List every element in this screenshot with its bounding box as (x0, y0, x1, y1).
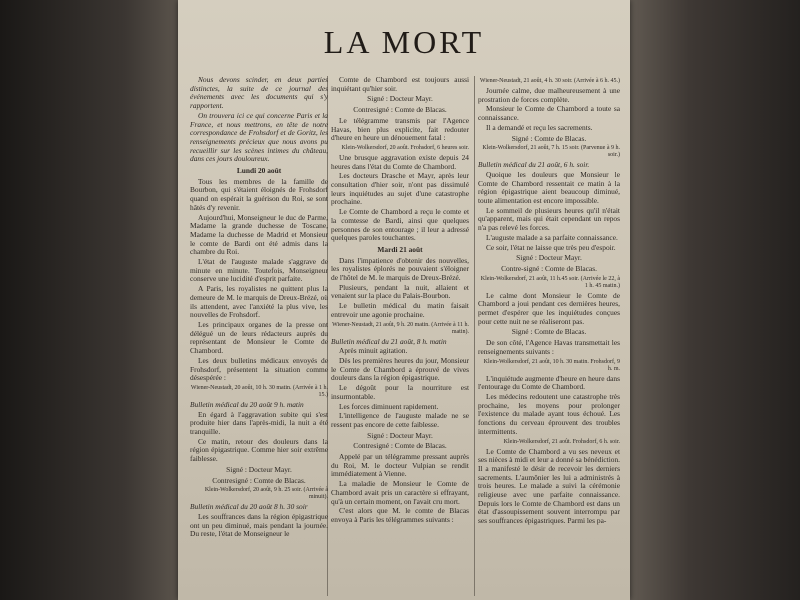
paragraph: Le calme dont Monsieur le Comte de Chambord a joui pendant ces dernières heures, permet d'espérer que les inquiétudes conçues pour cette nuit ne se réaliseront pas. (478, 290, 620, 326)
dateline: Wiener-Neustadt, 20 août, 10 h. 30 matin. (Arrivée à 1 h. 15.) (190, 384, 328, 398)
paragraph: En égard à l'aggravation subite qui s'est produite hier dans l'après-midi, la nuit a été tranquille. (190, 409, 328, 437)
paragraph: Nous devons scinder, en deux parties distinctes, la suite de ce journal des événements avec les documents qui s'y rapportent. (190, 76, 328, 111)
dateline: Klein-Wolkersdorf, 21 août, 7 h. 15 soir. (Parvenue à 9 h. soir.) (482, 145, 620, 159)
signature-line: Signé : Docteur Mayr. (367, 430, 433, 440)
section-heading: Lundi 20 août (236, 166, 282, 176)
paragraph: La maladie de Monsieur le Comte de Chambord avait pris un caractère si effrayant, qu'à un certain moment, on l'avait cru mort. (331, 479, 469, 506)
paragraph: Bulletin médical du 21 août, 8 h. matin (331, 336, 447, 346)
paragraph: Ce matin, retour des douleurs dans la région épigastrique. Comme hier soir extrême faiblesse. (190, 436, 328, 464)
book-spine-shadow (0, 0, 178, 600)
section-heading: Mardi 21 août (377, 244, 423, 254)
paragraph: Les médecins redoutent une catastrophe très prochaine, les moyens pour prolonger l'existence du malade ayant tous échoué. Les fonctions du cerveau éprouvent des troubles intermittents. (478, 391, 620, 436)
paragraph: Les principaux organes de la presse ont délégué un de leurs rédacteurs auprès du représentant de Monsieur le Comte de Chambord. (190, 319, 328, 356)
dateline: Klein-Wolkersdorf, 21 août, 10 h. 30 matin. Frohsdorf, 9 h. m. (483, 358, 620, 372)
paragraph: Quoique les douleurs que Monsieur le Comte de Chambord ressentait ce matin à la région épigastrique aient beaucoup diminué, toute alimentation est encore impossible. (478, 169, 620, 206)
signature-line: Signé : Comte de Blacas. (511, 327, 587, 337)
paragraph: Tous les membres de la famille de Bourbon, qui s'étaient éloignés de Frohsdorf quand on espérait la guérison du Roi, se sont hâtés d'y revenir. (190, 176, 328, 212)
signature-line: Contresigné : Comte de Blacas. (212, 475, 306, 485)
column-divider (474, 76, 475, 596)
paragraph: Dès les premières heures du jour, Monsieur le Comte de Chambord a éprouvé de vives douleurs dans la région épigastrique. (331, 355, 469, 383)
signature-line: Signé : Docteur Mayr. (367, 94, 433, 104)
paragraph: Le Comte de Chambord a reçu le comte et la comtesse de Bardi, ainsi que quelques personnes de son entourage ; il leur a adressé quelques paroles touchantes. (331, 207, 469, 243)
text-column-2 (331, 76, 469, 596)
dateline: Klein-Wolkersdorf, 20 août. Frohsdorf, 6 heures soir. (341, 144, 469, 151)
paragraph: Après minuit agitation. (339, 346, 408, 356)
signature-line: Contre-signé : Comte de Blacas. (501, 263, 597, 273)
paragraph: L'intelligence de l'auguste malade ne se ressent pas encore de cette faiblesse. (331, 411, 469, 429)
paragraph: Aujourd'hui, Monseigneur le duc de Parme, Madame la grande duchesse de Toscane, Madame la duchesse de Madrid et Monsieur le comte de Bardi ont été admis dans la chambre du Roi. (190, 212, 328, 257)
paragraph: Le dégoût pour la nourriture est insurmontable. (331, 383, 469, 401)
paragraph: A Paris, les royalistes ne quittent plus la demeure de M. le marquis de Dreux-Brézé, où ils attendent, avec l'anxiété la plus vive, les nouvelles de Frohsdorf. (190, 284, 328, 320)
dateline: Klein-Wolkersdorf, 21 août, 11 h.45 soir. (Arrivée le 22, à 1 h. 45 matin.) (480, 275, 620, 289)
signature-line: Signé : Comte de Blacas. (511, 133, 587, 143)
text-column-3 (478, 76, 620, 596)
paragraph: Bulletin médical du 20 août 8 h. 30 soir (190, 502, 308, 512)
paragraph: Le bulletin médical du matin faisait entrevoir une agonie prochaine. (331, 301, 469, 319)
paragraph: Monsieur le Comte de Chambord a toute sa connaissance. (478, 104, 620, 123)
paragraph: Comte de Chambord est toujours aussi inquiétant qu'hier soir. (331, 76, 469, 93)
book-edge-shadow (630, 0, 800, 600)
paragraph: Les deux bulletins médicaux envoyés de Frohsdorf, présentent la situation comme désespérée : (190, 355, 328, 383)
dateline: Wiener-Neustadt, 21 août, 9 h. 20 matin. (Arrivée à 11 h. matin). (332, 321, 469, 335)
paragraph: Ce soir, l'état ne laisse que très peu d'espoir. (486, 242, 616, 252)
signature-line: Contresigné : Comte de Blacas. (353, 441, 447, 451)
signature-line: Signé : Docteur Mayr. (516, 253, 582, 263)
paragraph: Le Comte de Chambord a vu ses neveux et ses nièces à midi et leur a donné sa bénédiction. Il a manifesté le désir de recevoir les derniers sacrements. L'aumônier les lui a administrés à trois heures. Le malade a suivi la cérémonie religieuse avec une parfaite connaissance. Depuis lors le Comte de Chambord est dans un état d'assoupissement souvent interrompu par ses souffrances épigastriques. Parmi les pa- (478, 446, 620, 526)
paragraph: Il a demandé et reçu les sacrements. (486, 122, 593, 132)
paragraph: L'auguste malade a sa parfaite connaissance. (486, 232, 618, 242)
paragraph: Les forces diminuent rapidement. (339, 401, 439, 411)
paragraph: Une brusque aggravation existe depuis 24 heures dans l'état du Comte de Chambord. (331, 152, 469, 171)
paragraph: Les docteurs Drasche et Mayr, après leur consultation d'hier soir, n'ont pas dissimulé leurs inquiétudes au sujet d'une catastrophe prochaine. (331, 171, 469, 207)
paragraph: L'état de l'auguste malade s'aggrave de minute en minute. Toutefois, Monseigneur conserve une lucidité d'esprit parfaite. (190, 257, 328, 284)
paragraph: L'inquiétude augmente d'heure en heure dans l'entourage du Comte de Chambord. (478, 373, 620, 392)
paragraph: On trouvera ici ce qui concerne Paris et la France, et nous mettrons, en tête de notre correspondance de Frohsdorf et de Goritz, les renseignements précieux que nous avons pu recueillir sur les scènes intimes du château, dans ces jours douloureux. (190, 110, 328, 164)
text-column-1 (190, 76, 328, 596)
paragraph: Bulletin médical du 20 août 9 h. matin (190, 399, 304, 409)
signature-line: Contresigné : Comte de Blacas. (353, 105, 447, 115)
newspaper-page (178, 0, 630, 600)
paragraph: Appelé par un télégramme pressant auprès du Roi, M. le docteur Vulpian se rendit immédiatement à Vienne. (331, 452, 469, 479)
paragraph: Dans l'impatience d'obtenir des nouvelles, les royalistes éplorés ne pouvaient s'éloigner de l'hôtel de M. le marquis de Dreux-Brézé. (331, 255, 469, 283)
paragraph: De son côté, l'Agence Havas transmettait les renseignements suivants : (478, 338, 620, 356)
paragraph: Plusieurs, pendant la nuit, allaient et venaient sur la place du Palais-Bourbon. (331, 282, 469, 301)
paragraph: Journée calme, due malheureusement à une prostration de forces complète. (478, 86, 620, 104)
signature-line: Signé : Docteur Mayr. (226, 464, 292, 474)
paragraph: Bulletin médical du 21 août, 6 h. soir. (478, 160, 590, 170)
paragraph: Le sommeil de plusieurs heures qu'il n'était qu'apparent, mais qui était cependant un repos n'a pas relevé les forces. (478, 205, 620, 233)
dateline: Wiener-Neustadt, 21 août, 4 h. 30 soir. (Arrivée à 6 h. 45.) (479, 78, 620, 84)
page-title: LA MORT (323, 24, 485, 60)
paragraph: Les souffrances dans la région épigastrique ont un peu diminué, mais pendant la journée. Du reste, l'état de Monseigneur le (190, 511, 328, 539)
paragraph: Le télégramme transmis par l'Agence Havas, bien plus explicite, fait redouter d'heure en heure un dénouement fatal : (331, 115, 469, 143)
paragraph: C'est alors que M. le comte de Blacas envoya à Paris les télégrammes suivants : (331, 506, 469, 524)
dateline: Klein-Wolkersdorf, 21 août. Frohsdorf, 6 h. soir. (503, 438, 620, 445)
dateline: Klein-Wolkersdorf, 20 août, 9 h. 25 soir. (Arrivée à minuit). (204, 487, 328, 501)
